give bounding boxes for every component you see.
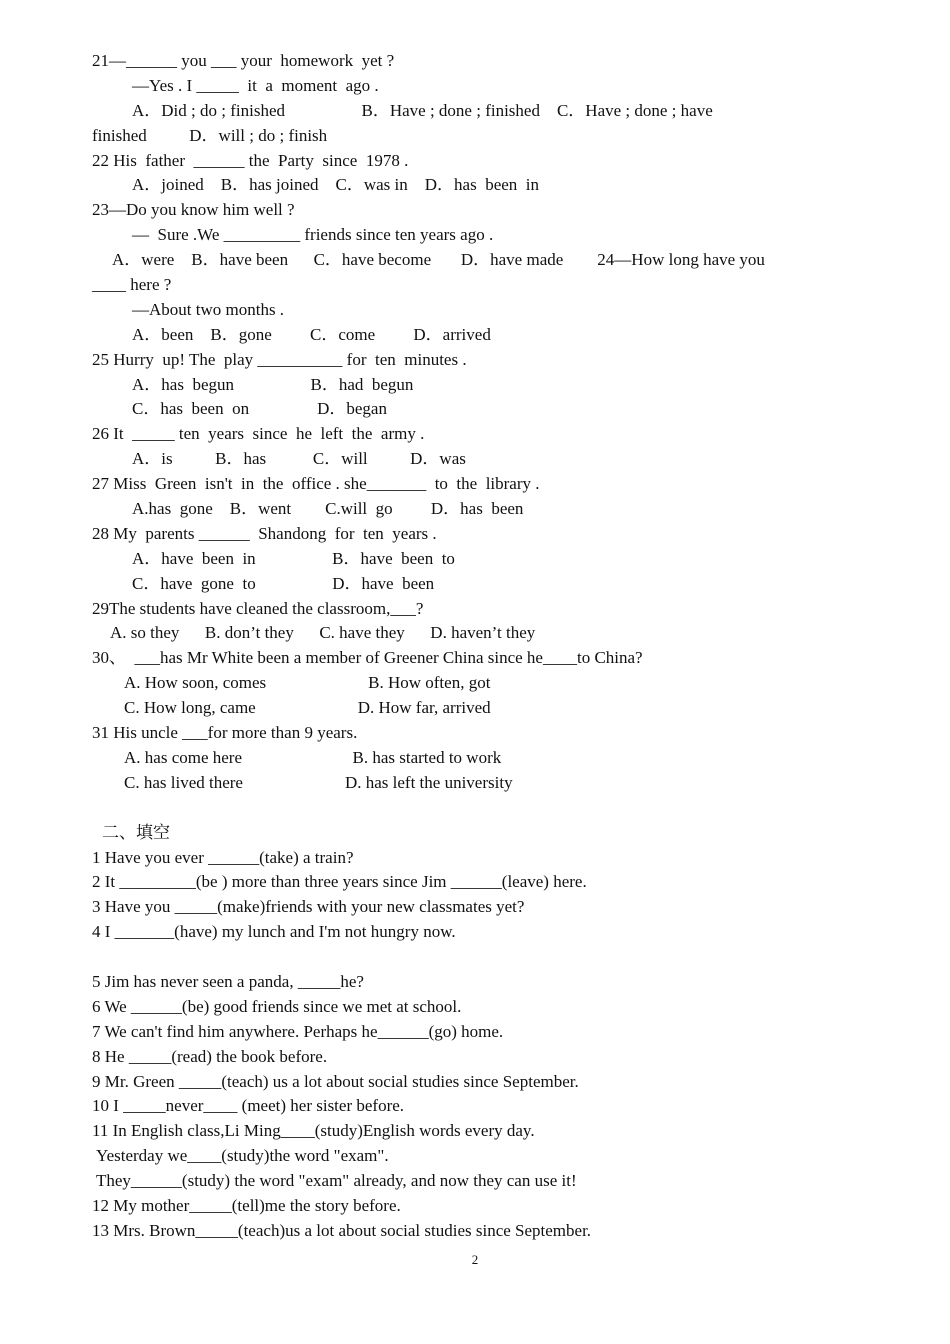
text-line: 22 His father ______ the Party since 1978 . — [92, 150, 409, 170]
text-line: C．has been on D．began — [132, 399, 387, 419]
text-line: They______(study) the word "exam" already, and now they can use it! — [96, 1171, 577, 1191]
text-line: A. How soon, comes B. How often, got — [124, 673, 491, 693]
text-line: finished D．will ; do ; finish — [92, 125, 328, 145]
text-line: 28 My parents ______ Shandong for ten years . — [92, 523, 437, 543]
text-line: A. so they B. don’t they C. have they D. haven’t they — [110, 623, 536, 643]
text-line: ____ here ? — [92, 275, 172, 295]
text-line: C．have gone to D．have been — [132, 573, 435, 593]
page-number: 2 — [471, 1252, 479, 1267]
text-line — [92, 945, 852, 970]
text-line: 31 His uncle ___for more than 9 years. — [92, 723, 358, 743]
text-line: A. has come here B. has started to work — [124, 747, 502, 767]
text-line: 27 Miss Green isn't in the office . she_______ to the library . — [92, 474, 540, 494]
text-line: 3 Have you _____(make)friends with your new classmates yet? — [92, 897, 525, 917]
text-line: A．Did ; do ; finished B．Have ; done ; finished C．Have ; done ; have — [132, 100, 713, 120]
text-line: A．has begun B．had begun — [132, 374, 414, 394]
text-line: 25 Hurry up! The play __________ for ten minutes . — [92, 349, 467, 369]
text-line: A．have been in B．have been to — [132, 548, 455, 568]
text-line: 23—Do you know him well ? — [92, 200, 295, 220]
text-line: Yesterday we____(study)the word "exam". — [96, 1146, 389, 1166]
text-line: 1 Have you ever ______(take) a train? — [92, 847, 354, 867]
text-line: — Sure .We _________ friends since ten years ago . — [132, 225, 494, 245]
text-line: 4 I _______(have) my lunch and I'm not hungry now. — [92, 922, 456, 942]
text-line: 30、 ___has Mr White been a member of Greener China since he____to China? — [92, 648, 643, 668]
text-line: 29The students have cleaned the classroom,___? — [92, 598, 424, 618]
text-line: A．been B．gone C．come D．arrived — [132, 324, 491, 344]
text-line: 2 It _________(be ) more than three years since Jim ______(leave) here. — [92, 872, 587, 892]
text-line: —Yes . I _____ it a moment ago . — [132, 75, 379, 95]
text-line: —About two months . — [132, 299, 285, 319]
text-line: 6 We ______(be) good friends since we met at school. — [92, 996, 462, 1016]
text-line: A．is B．has C．will D．was — [132, 449, 466, 469]
text-line: 8 He _____(read) the book before. — [92, 1046, 328, 1066]
text-line: 10 I _____never____ (meet) her sister before. — [92, 1096, 405, 1116]
text-line: 26 It _____ ten years since he left the army . — [92, 424, 425, 444]
text-line: 7 We can't find him anywhere. Perhaps he______(go) home. — [92, 1021, 504, 1041]
text-line: A．joined B．has joined C．was in D．has been in — [132, 175, 540, 195]
text-line: 12 My mother_____(tell)me the story before. — [92, 1195, 401, 1215]
text-line: 5 Jim has never seen a panda, _____he? — [92, 971, 364, 991]
text-line: 21—______ you ___ your homework yet ? — [92, 51, 395, 70]
text-line: 二、填空 — [102, 822, 170, 842]
text-line: 13 Mrs. Brown_____(teach)us a lot about social studies since September. — [92, 1220, 592, 1240]
exercise-text — [92, 49, 852, 1244]
text-line: 9 Mr. Green _____(teach) us a lot about social studies since September. — [92, 1071, 579, 1091]
text-line: C. has lived there D. has left the university — [124, 772, 513, 792]
text-line: A．were B．have been C．have become D．have made 24—How long have you — [112, 250, 765, 270]
text-line: C. How long, came D. How far, arrived — [124, 698, 491, 718]
text-line: 11 In English class,Li Ming____(study)English words every day. — [92, 1121, 535, 1141]
text-line — [92, 796, 852, 821]
text-line: A.has gone B．went C.will go D．has been — [132, 499, 524, 519]
